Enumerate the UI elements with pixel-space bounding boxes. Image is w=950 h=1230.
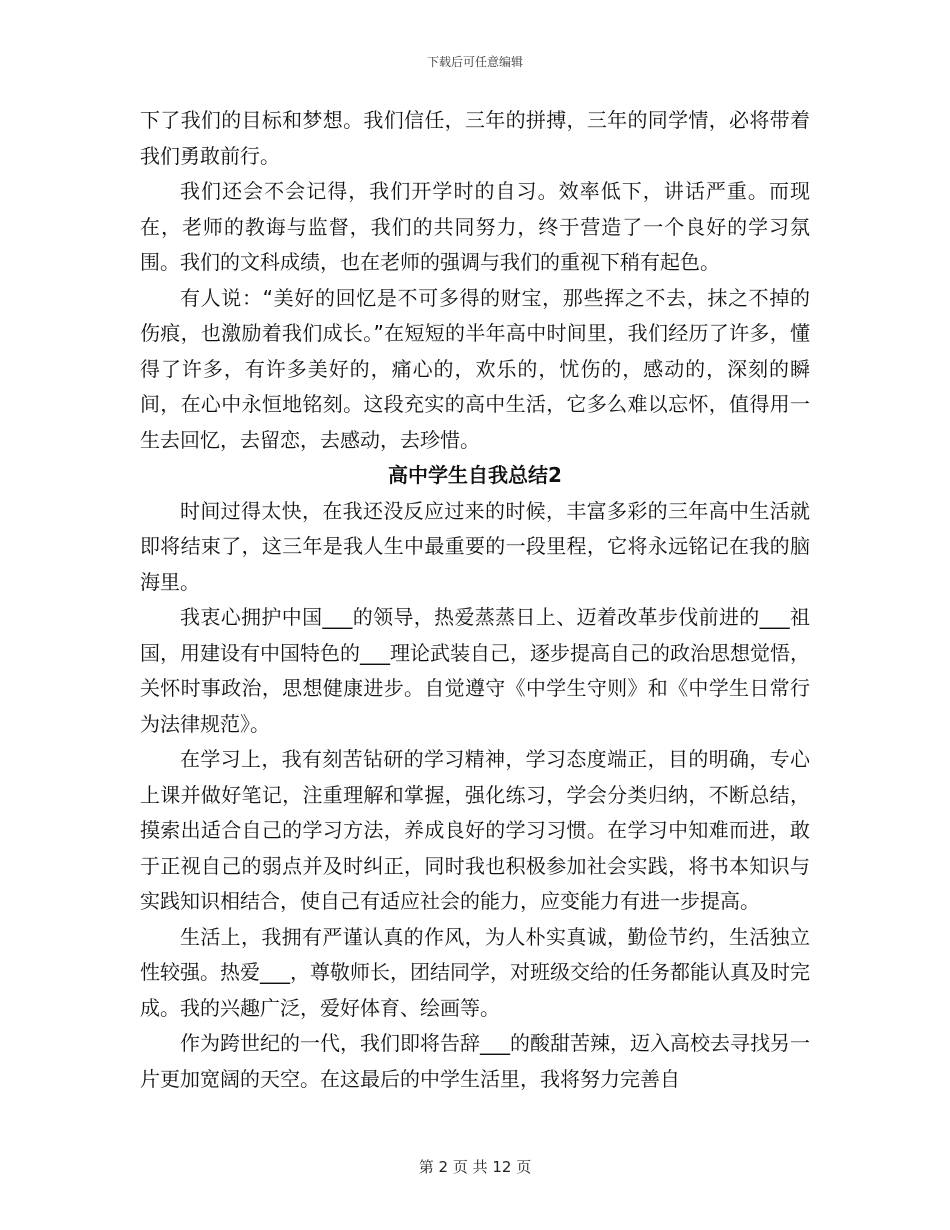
paragraph: 时间过得太快，在我还没反应过来的时候，丰富多彩的三年高中生活就即将结束了，这三年是我人生中最重要的一段里程，它将永远铭记在我的脑海里。 bbox=[140, 498, 810, 594]
paragraph: 在学习上，我有刻苦钻研的学习精神，学习态度端正，目的明确，专心上课并做好笔记，注重理解和掌握，强化练习，学会分类归纳，不断总结，摸索出适合自己的学习方法，养成良好的学习习惯。在学习中知难而进，敢于正视自己的弱点并及时纠正，同时我也积极参加社会实践，将书本知识与实践知识相结合，使自己有适应社会的能力，应变能力有进一步提高。 bbox=[140, 747, 810, 913]
page-footer: 第 2 页 共 12 页 bbox=[418, 1158, 532, 1176]
section-title: 高中学生自我总结2 bbox=[388, 463, 562, 487]
document-body bbox=[140, 103, 810, 1097]
paragraph: 有人说：“美好的回忆是不可多得的财宝，那些挥之不去，抹之不掉的伤痕，也激励着我们成长。”在短短的半年高中时间里，我们经历了许多，懂得了许多，有许多美好的，痛心的，欢乐的，忧伤的，感动的，深刻的瞬间，在心中永恒地铭刻。这段充实的高中生活，它多么难以忘怀，值得用一生去回忆，去留恋，去感动，去珍惜。 bbox=[140, 285, 810, 452]
paragraph: 我们还会不会记得，我们开学时的自习。效率低下，讲话严重。而现在，老师的教诲与监督，我们的共同努力，终于营造了一个良好的学习氛围。我们的文科成绩，也在老师的强调与我们的重视下稍有起色。 bbox=[140, 179, 810, 274]
paragraph: 生活上，我拥有严谨认真的作风，为人朴实真诚，勤俭节约，生活独立性较强。热爱___，尊敬师长，团结同学，对班级交给的任务都能认真及时完成。我的兴趣广泛，爱好体育、绘画等。 bbox=[140, 924, 810, 1020]
paragraph: 下了我们的目标和梦想。我们信任，三年的拼搏，三年的同学情，必将带着我们勇敢前行。 bbox=[140, 108, 810, 168]
page-header: 下载后可任意编辑 bbox=[426, 55, 523, 69]
paragraph: 作为跨世纪的一代，我们即将告辞___的酸甜苦辣，迈入高校去寻找另一片更加宽阔的天空。在这最后的中学生活里，我将努力完善自 bbox=[140, 1031, 810, 1091]
paragraph: 我衷心拥护中国___的领导，热爱蒸蒸日上、迈着改革步伐前进的___祖国，用建设有中国特色的___理论武装自己，逐步提高自己的政治思想觉悟，关怀时事政治，思想健康进步。自觉遵守《中学生守则》和《中学生日常行为法律规范》。 bbox=[140, 605, 810, 736]
